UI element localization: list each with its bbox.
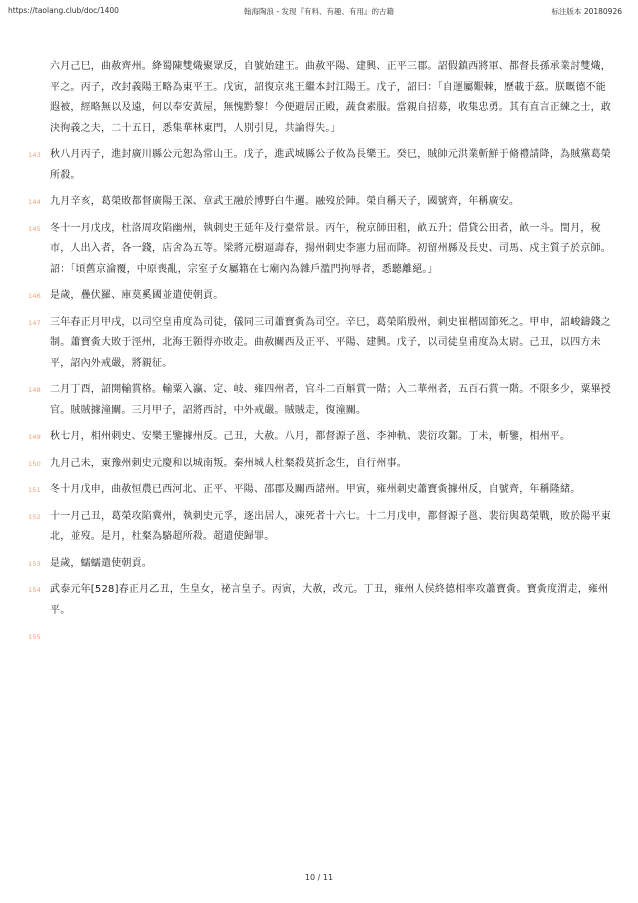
paragraph-text: 九月辛亥，葛榮敗都督廣陽王深、章武王融於博野白牛邏。融歿於陣。榮自稱天子，國號齊，年稱廣安。: [50, 196, 520, 207]
paragraph: [28, 313, 614, 375]
page-header: [0, 3, 638, 17]
paragraph-text: 秋八月丙子，進封廣川縣公元恕為常山王。戊子，進武城縣公子攸為長樂王。癸巳，賊帥元洪業斬鮮于脩禮請降，為賊黨葛榮所殺。: [50, 149, 611, 181]
document-body: [28, 57, 614, 641]
line-number: 155: [28, 633, 42, 641]
paragraph-text: 秋七月，相州刺史、安樂王鑒據州反。己丑，大赦。八月，都督源子邕、李神軌、裴衍攻鄴。丁未，斬鑒，相州平。: [50, 431, 571, 442]
paragraph-text: 是歲，疊伏羅、庫莫奚國並遣使朝貢。: [50, 290, 224, 301]
paragraph: [28, 480, 614, 501]
line-number: 143: [28, 151, 42, 159]
line-number: 148: [28, 386, 42, 394]
line-number: 151: [28, 486, 42, 494]
line-number: 153: [28, 559, 42, 568]
paragraph: [28, 454, 614, 475]
paragraph-text: 是歲，蠕蠕遣使朝貢。: [50, 557, 152, 569]
paragraph-text: 十一月己丑，葛榮攻陷冀州，執刺史元孚，逐出居人，凍死者十六七。十二月戊申，都督源子邕、裴衍與葛榮戰，敗於陽平東北，並歿。是月，杜粲為駱超所殺。超遣使歸罪。: [50, 510, 611, 542]
paragraph: [28, 57, 614, 139]
line-number: 144: [28, 198, 42, 206]
header-version: 标注版本 20180926: [551, 7, 622, 16]
paragraph-text: 九月己未，東豫州刺史元慶和以城南叛。秦州城人杜粲殺莫折念生，自行州事。: [50, 457, 407, 469]
paragraph: [28, 427, 614, 448]
paragraph-text: 六月己巳，曲赦齊州。絳蜀陳雙熾聚眾反，自號始建王。曲赦平陽、建興、正平三郡。詔假鎮西將軍、都督長孫承業討雙熾，平之。丙子，改封義陽王略為東平王。戊寅，詔復京兆王繼本封江陽王。戊子，詔曰：「自運屬艱棘，歷載于茲。朕嘅德不能遐被，經略無以及遠，何以奉安黃屋，無愧黔黎！今便避居正殿，蔬食素服。當親自招募，收集忠勇。其有直言正練之士，敢決徇義之夫，二十五日，悉集華林東門，人別引見，共論得失。」: [50, 61, 611, 134]
paragraph-text: 武泰元年[528]春正月乙丑，生皇女，祕言皇子。丙寅，大赦，改元。丁丑，雍州人侯終德相率攻蕭寶夤。寶夤度渭走，雍州平。: [50, 584, 609, 616]
line-number: 146: [28, 292, 42, 300]
line-number: 152: [28, 512, 42, 521]
paragraph: [28, 580, 614, 621]
line-number: 149: [28, 433, 42, 441]
line-number: 150: [28, 459, 42, 468]
paragraph: [28, 380, 614, 421]
paragraph: [28, 145, 614, 186]
header-url[interactable]: https://taolang.club/doc/1400: [8, 6, 119, 15]
paragraph: [28, 286, 614, 307]
paragraph-text: 二月丁酉，詔開輸賞格。輸粟入瀛、定、岐、雍四州者，官斗二百斛賞一階；入二華州者，五百石賞一階。不限多少，粟畢授官。賊賊據潼關。三月甲子，詔將西討，中外戒嚴。賊賊走，復潼關。: [50, 384, 611, 416]
page-pager: 10 / 11: [304, 873, 334, 882]
paragraph-text: 冬十月戊申，曲赦恒農已西河北、正平、平陽、邵郡及關西諸州。甲寅，雍州刺史蕭寶夤據州反，自號齊，年稱隆緒。: [50, 484, 581, 495]
paragraph: [28, 192, 614, 213]
header-title: 翰海陶浪 - 发现『有料、有趣、有用』的古籍: [244, 7, 394, 16]
paragraph-text: 冬十一月戊戌，杜洛周攻陷幽州，執刺史王延年及行臺常景。丙午，稅京師田租，畝五升；借貸公田者，畝一斗。閏月，稅市，人出入者，各一錢，店舍為五等。梁將元樹逼壽春，揚州刺史李憲力屈而降。初留州縣及長史、司馬、戍主質子於京師。詔：「頃舊京淪覆，中原喪亂，宗室子女屬籍在七廟內為雜戶濫門拘辱者，悉聽離絕。」: [50, 222, 611, 275]
line-number: 154: [28, 586, 42, 594]
paragraph: [28, 219, 614, 281]
paragraph: [28, 554, 614, 575]
paragraph: [28, 507, 614, 548]
line-number: 145: [28, 224, 42, 233]
line-number: 147: [28, 318, 42, 327]
paragraph-text: 三年春正月甲戌，以司空皇甫度為司徒，儀同三司蕭寶夤為司空。辛巳，葛榮陷殷州，刺史崔楷固節死之。甲申，詔峻鑄錢之制。蕭寶夤大敗于涇州，北海王顥得亦敗走。曲赦關西及正平、平陽、建興。戊子，以司徒皇甫度為太尉。己丑，以四方未平，詔內外戒嚴，將親征。: [50, 316, 611, 369]
